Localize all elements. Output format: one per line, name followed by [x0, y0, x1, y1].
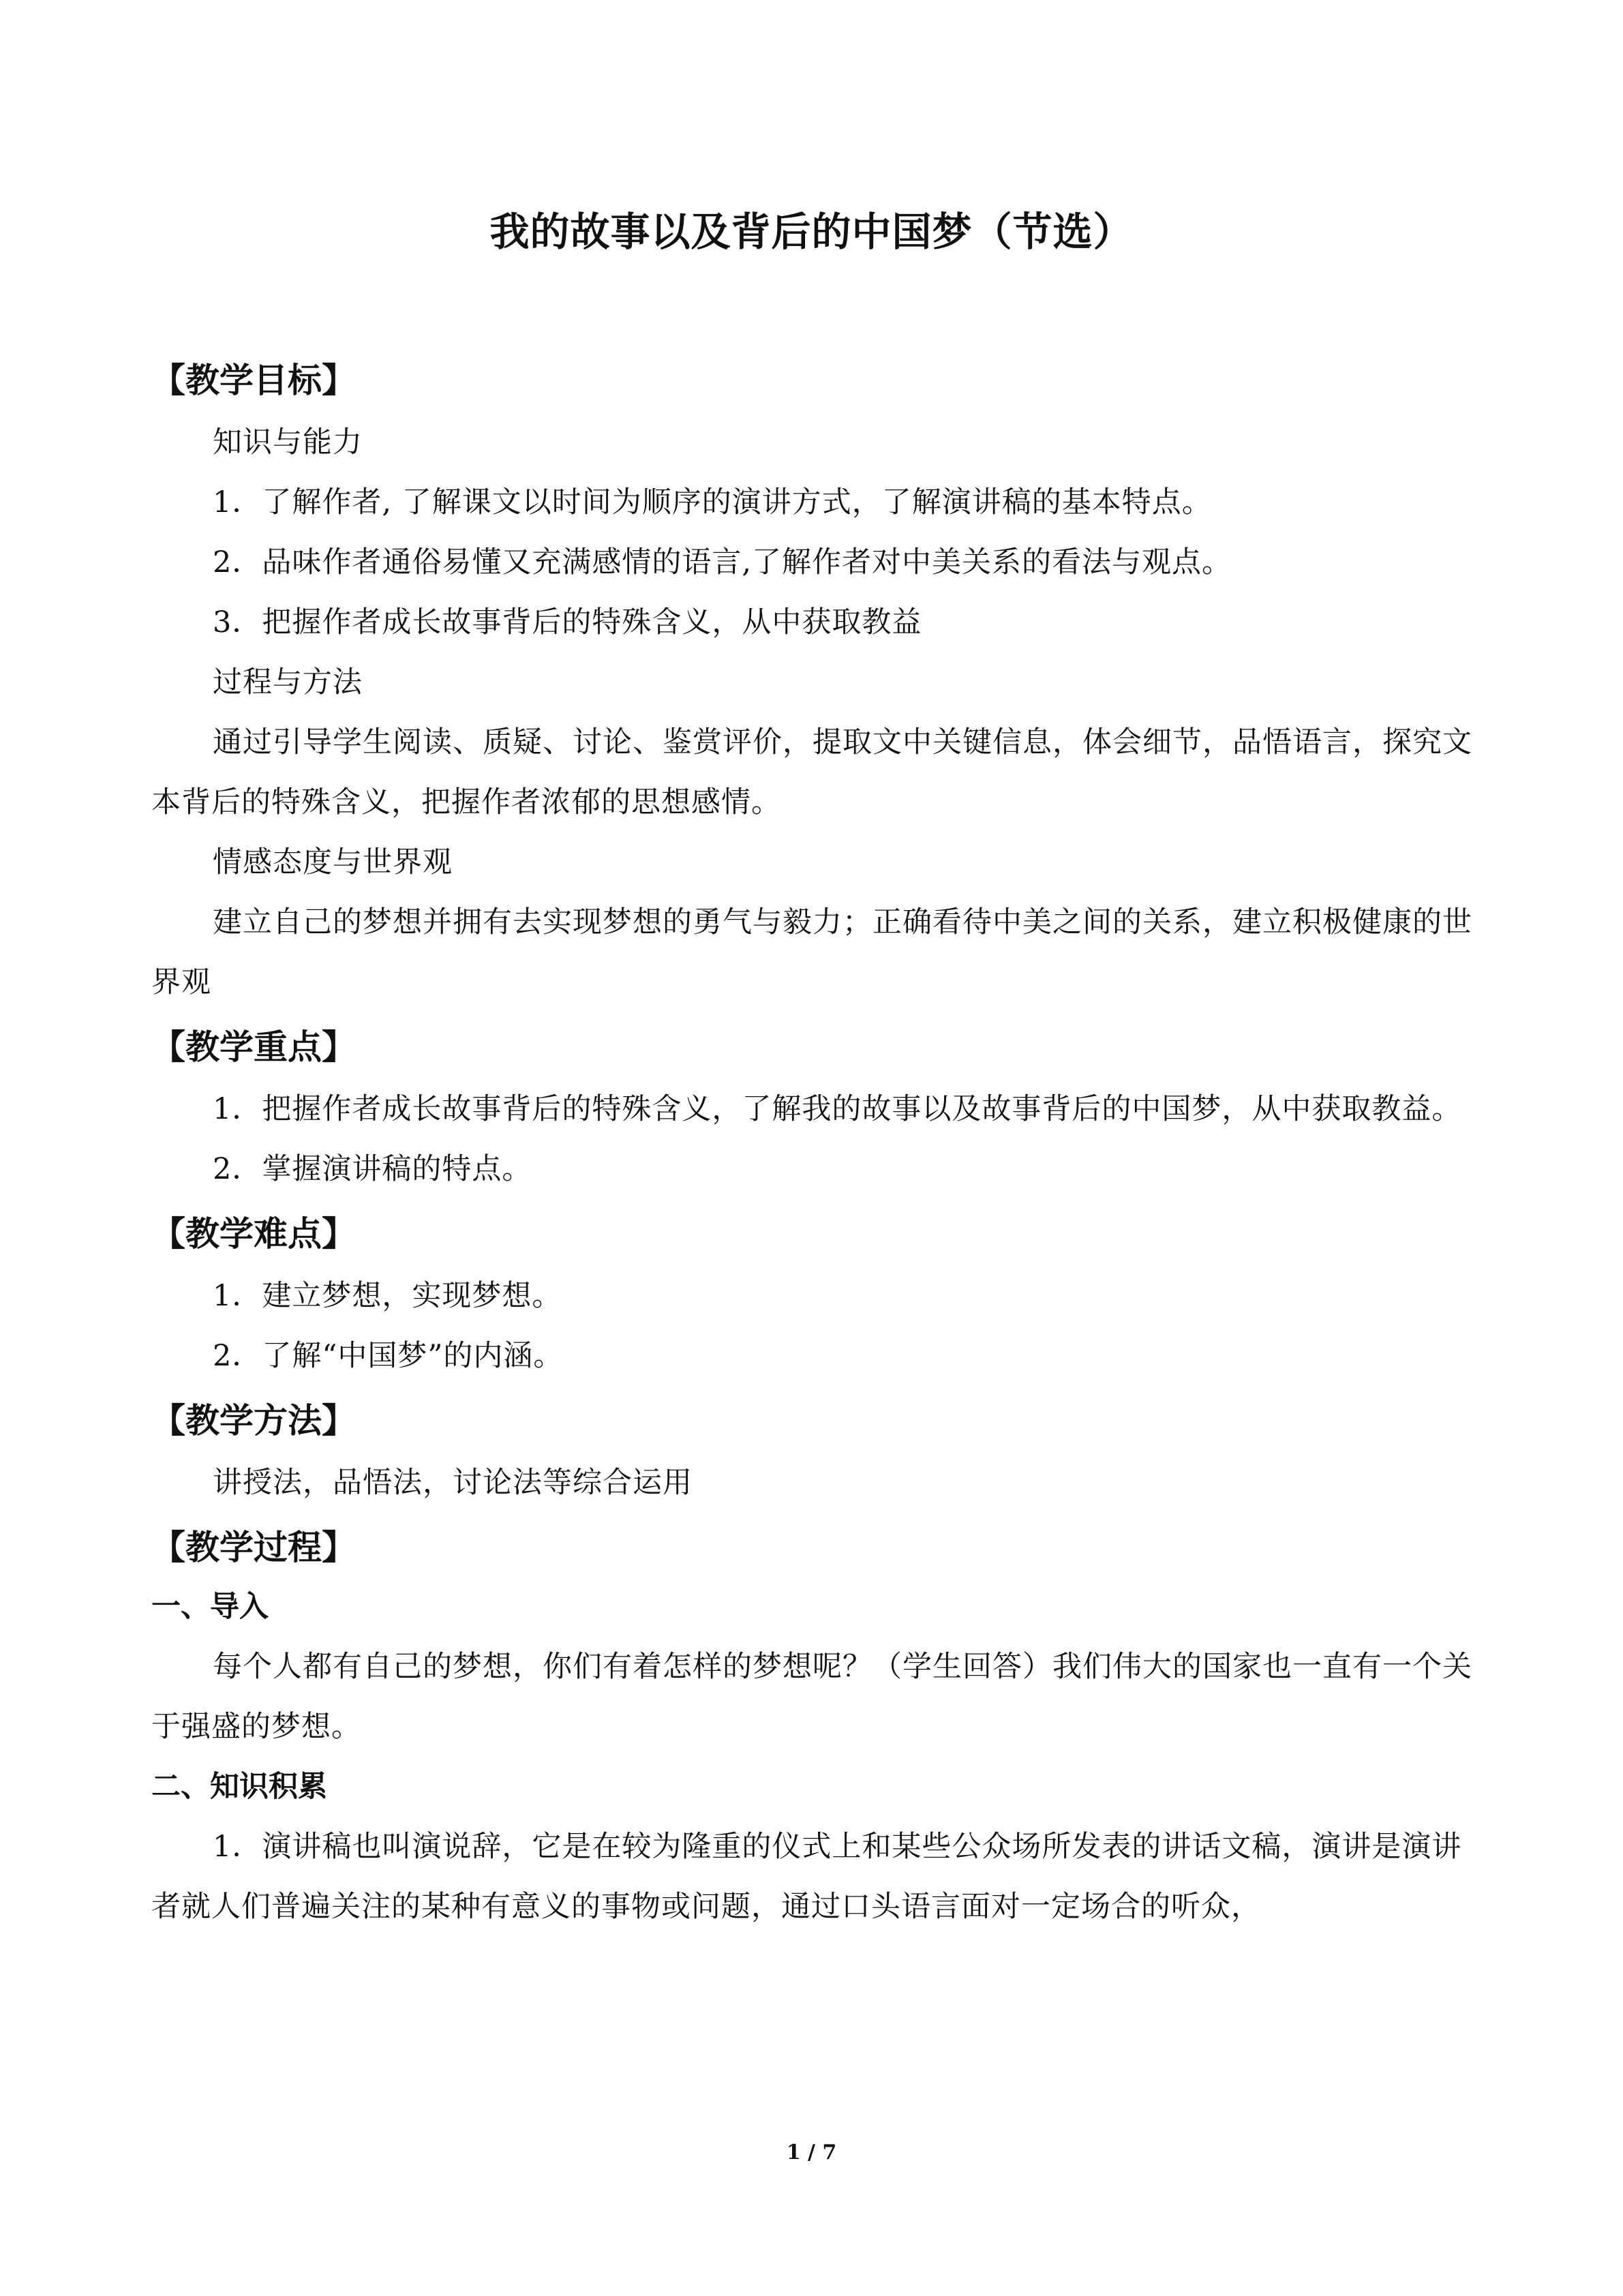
- document-title: 我的故事以及背后的中国梦（节选）: [489, 209, 1134, 255]
- document-body: [151, 351, 1478, 1937]
- knowledge-ability-label: 知识与能力: [213, 425, 363, 459]
- difficulty-item-1: 1．建立梦想，实现梦想。: [213, 1279, 562, 1313]
- subheading-introduction: 一、导入: [151, 1590, 269, 1624]
- emotion-attitude-text: 建立自己的梦想并拥有去实现梦想的勇气与毅力；正确看待中美之间的关系，建立积极健康的世界观: [151, 905, 1472, 999]
- emotion-attitude-label: 情感态度与世界观: [213, 845, 453, 879]
- process-method-label: 过程与方法: [213, 665, 363, 699]
- objective-item-1: 1．了解作者, 了解课文以时间为顺序的演讲方式，了解演讲稿的基本特点。: [213, 485, 1212, 519]
- objective-item-2: 2．品味作者通俗易懂又充满感情的语言,了解作者对中美关系的看法与观点。: [213, 545, 1232, 579]
- page-number: 1 / 7: [786, 2141, 837, 2164]
- section-heading-key-points: 【教学重点】: [151, 1027, 356, 1067]
- key-point-item-1: 1．把握作者成长故事背后的特殊含义，了解我的故事以及故事背后的中国梦，从中获取教益。: [213, 1092, 1462, 1126]
- knowledge-accumulation-text: 1．演讲稿也叫演说辞，它是在较为隆重的仪式上和某些公众场所发表的讲话文稿，演讲是演讲者就人们普遍关注的某种有意义的事物或问题，通过口头语言面对一定场合的听众，: [151, 1830, 1462, 1924]
- section-heading-process: 【教学过程】: [151, 1528, 356, 1567]
- difficulty-item-2: 2．了解“中国梦”的内涵。: [213, 1339, 564, 1373]
- section-heading-difficulties: 【教学难点】: [151, 1214, 356, 1254]
- key-point-item-2: 2．掌握演讲稿的特点。: [213, 1152, 532, 1186]
- objective-item-3: 3．把握作者成长故事背后的特殊含义，从中获取教益: [213, 605, 922, 639]
- subheading-knowledge-accumulation: 二、知识积累: [151, 1770, 327, 1804]
- methods-text: 讲授法，品悟法，讨论法等综合运用: [213, 1466, 693, 1500]
- section-heading-objectives: 【教学目标】: [151, 361, 356, 400]
- introduction-text: 每个人都有自己的梦想，你们有着怎样的梦想呢？（学生回答）我们伟大的国家也一直有一个关于强盛的梦想。: [151, 1650, 1472, 1744]
- section-heading-methods: 【教学方法】: [151, 1401, 356, 1440]
- process-method-text: 通过引导学生阅读、质疑、讨论、鉴赏评价，提取文中关键信息，体会细节，品悟语言，探究文本背后的特殊含义，把握作者浓郁的思想感情。: [151, 725, 1472, 819]
